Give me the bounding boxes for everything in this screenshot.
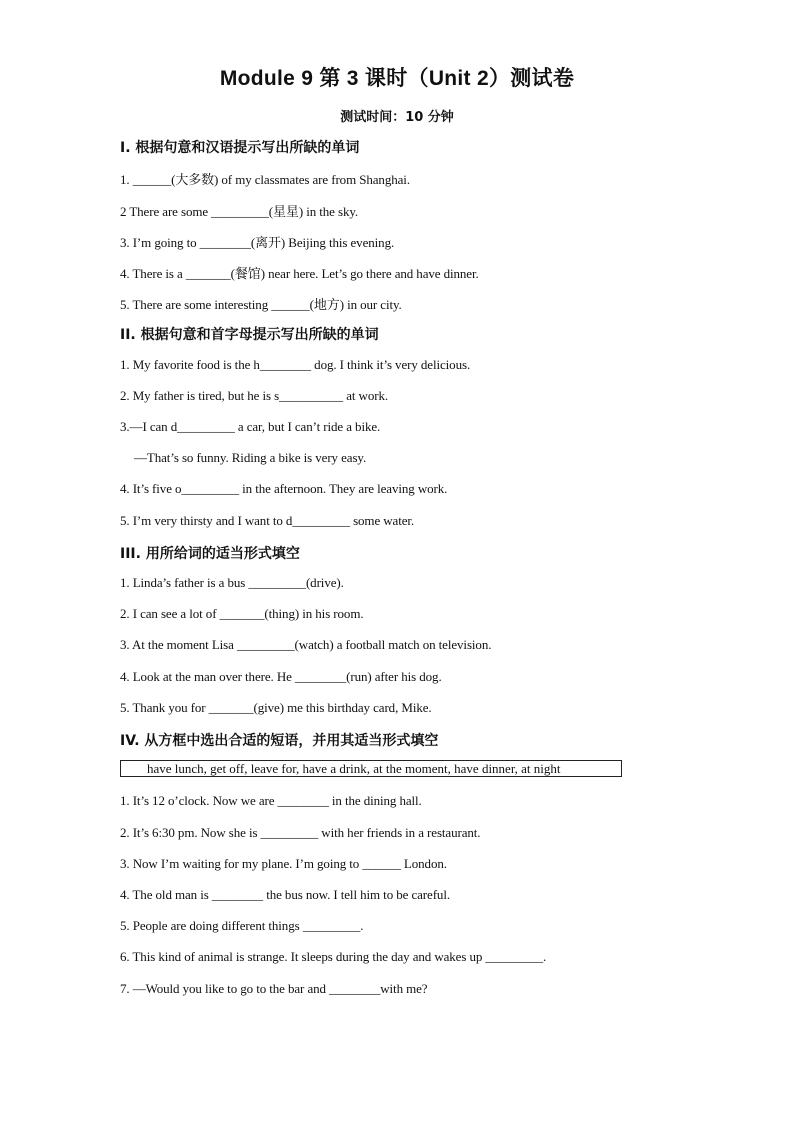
section-2-question-5: 5. I’m very thirsty and I want to d_________ some water. — [120, 513, 415, 528]
section-4-question-2: 2. It’s 6:30 pm. Now she is _________ with her friends in a restaurant. — [120, 825, 481, 840]
section-2-question-3: 3.—I can d_________ a car, but I can’t ride a bike. — [120, 419, 381, 434]
section-4-question-5: 5. People are doing different things _________. — [120, 918, 364, 933]
section-3-question-3: 3. At the moment Lisa _________(watch) a football match on television. — [120, 637, 492, 652]
section-2-question-3-reply: —That’s so funny. Riding a bike is very easy. — [134, 450, 367, 465]
section-1-question-2: 2 There are some _________(星星) in the sky. — [120, 204, 359, 219]
section-4-question-6: 6. This kind of animal is strange. It sleeps during the day and wakes up _________. — [120, 949, 547, 964]
section-4-question-4: 4. The old man is ________ the bus now. I tell him to be careful. — [120, 887, 450, 902]
section-2-question-4: 4. It’s five o_________ in the afternoon. They are leaving work. — [120, 481, 448, 496]
section-3-question-4: 4. Look at the man over there. He ________(run) after his dog. — [120, 669, 442, 684]
section-2-question-2: 2. My father is tired, but he is s__________ at work. — [120, 388, 389, 403]
section-3-question-5: 5. Thank you for _______(give) me this birthday card, Mike. — [120, 700, 432, 715]
section-4-question-7: 7. —Would you like to go to the bar and ________with me? — [120, 981, 428, 996]
section-4-question-3: 3. Now I’m waiting for my plane. I’m going to ______ London. — [120, 856, 447, 871]
test-time: 测试时间：10 分钟 — [340, 110, 454, 125]
section-4-question-1: 1. It’s 12 o’clock. Now we are ________ in the dining hall. — [120, 793, 422, 808]
section-2-question-1: 1. My favorite food is the h________ dog. I think it’s very delicious. — [120, 357, 471, 372]
section-1-question-4: 4. There is a _______(餐馆) near here. Let’s go there and have dinner. — [120, 266, 479, 281]
page-title: Module 9 第 3 课时（Unit 2）测试卷 — [219, 67, 575, 90]
section-2-heading: II. 根据句意和首字母提示写出所缺的单词 — [120, 327, 379, 343]
section-1-question-3: 3. I’m going to ________(离开) Beijing this evening. — [120, 235, 395, 250]
section-4-heading: IV. 从方框中选出合适的短语，并用其适当形式填空 — [120, 733, 439, 749]
section-1-question-5: 5. There are some interesting ______(地方) in our city. — [120, 297, 402, 312]
section-1-question-1: 1. ______(大多数) of my classmates are from Shanghai. — [120, 172, 410, 187]
section-1-heading: Ⅰ. 根据句意和汉语提示写出所缺的单词 — [120, 140, 360, 156]
phrase-word-box: have lunch, get off, leave for, have a drink, at the moment, have dinner, at night — [120, 760, 622, 777]
section-3-question-2: 2. I can see a lot of _______(thing) in his room. — [120, 606, 364, 621]
section-3-heading: III. 用所给词的适当形式填空 — [120, 546, 300, 562]
section-3-question-1: 1. Linda’s father is a bus _________(drive). — [120, 575, 344, 590]
